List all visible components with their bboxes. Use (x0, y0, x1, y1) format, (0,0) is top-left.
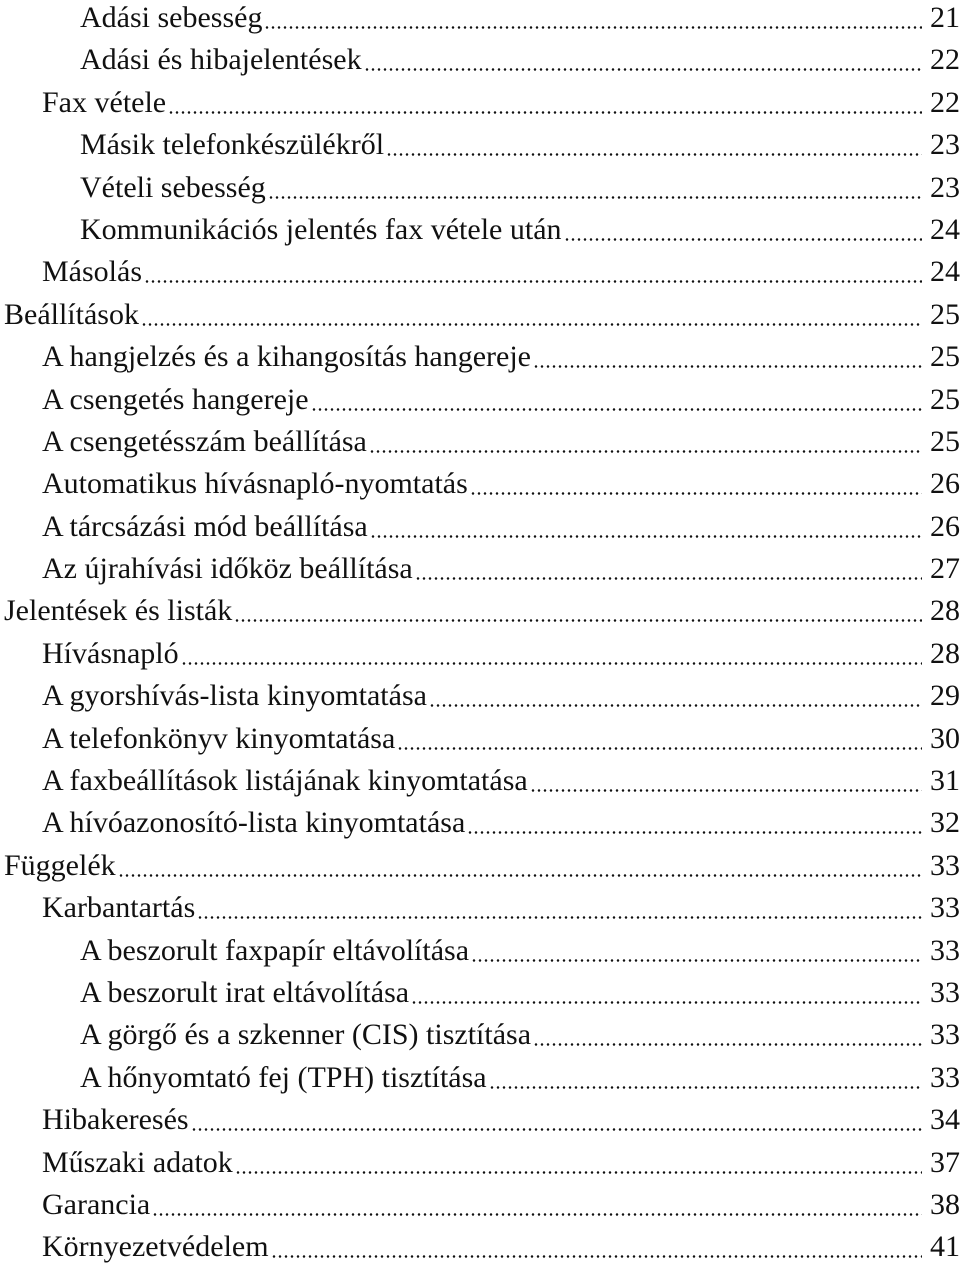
toc-entry-page: 24 (930, 255, 960, 289)
dot-leader (264, 26, 922, 29)
toc-entry-page: 33 (930, 933, 960, 967)
toc-entry-title: Adási sebesség (80, 1, 263, 34)
toc-entry-title: A csengetés hangereje (42, 382, 309, 416)
toc-entry-title: Beállítások (4, 297, 139, 331)
toc-entry-title: Hívásnapló (42, 636, 179, 670)
toc-entry-title: A hőnyomtató fej (TPH) tisztítása (80, 1060, 487, 1094)
toc-entry-beszorult-faxpapir[interactable] (0, 933, 960, 975)
toc-entry-telefonkonyv[interactable] (0, 721, 960, 763)
toc-entry-page: 24 (930, 212, 960, 246)
toc-entry-title: Másik telefonkészülékről (80, 128, 385, 162)
dot-leader (369, 450, 922, 453)
toc-entry-page: 33 (930, 1018, 960, 1052)
toc-entry-title: A csengetésszám beállítása (42, 424, 367, 458)
toc-entry-csengetesszam-beallitasa[interactable] (0, 424, 960, 466)
dot-leader (364, 68, 922, 71)
toc-entry-garancia[interactable] (0, 1187, 960, 1229)
dot-leader (530, 789, 922, 792)
toc-entry-page: 30 (930, 721, 960, 755)
toc-entry-title: Fax vétele (42, 85, 167, 119)
toc-entry-tarcsazasi-mod[interactable] (0, 509, 960, 551)
dot-leader (311, 408, 922, 411)
toc-entry-adasi-sebesseg[interactable] (0, 0, 960, 42)
dot-leader (181, 662, 922, 665)
dot-leader (533, 1043, 922, 1046)
toc-entry-kommunikacios-jelentes[interactable] (0, 212, 960, 254)
toc-entry-page: 21 (930, 1, 960, 34)
toc-entry-title: A görgő és a szkenner (CIS) tisztítása (80, 1018, 532, 1052)
toc-entry-faxbeallitasok-listaja[interactable] (0, 763, 960, 805)
toc-entry-page: 33 (930, 891, 960, 925)
toc-entry-gyorshivas-lista[interactable] (0, 678, 960, 720)
toc-entry-title: Adási és hibajelentések (80, 43, 362, 77)
toc-entry-title: A beszorult irat eltávolítása (80, 975, 410, 1009)
toc-entry-page: 38 (930, 1187, 960, 1221)
toc-entry-title: Függelék (4, 848, 116, 882)
toc-entry-title: A tárcsázási mód beállítása (42, 509, 368, 543)
toc-entry-fax-vetele[interactable] (0, 85, 960, 127)
toc-entry-title: Műszaki adatok (42, 1145, 233, 1179)
toc-entry-title: A hangjelzés és a kihangosítás hangereje (42, 340, 531, 374)
toc-entry-page: 25 (930, 340, 960, 374)
toc-entry-fuggelek[interactable] (0, 848, 960, 890)
dot-leader (168, 111, 922, 114)
toc-entry-page: 31 (930, 764, 960, 798)
toc-entry-beallitasok[interactable] (0, 297, 960, 339)
dot-leader (489, 1086, 922, 1089)
toc-entry-page: 22 (930, 85, 960, 119)
toc-entry-adasi-es-hibajelentesek[interactable] (0, 42, 960, 84)
dot-leader (411, 1001, 922, 1004)
toc-entry-hivoazonosito-lista[interactable] (0, 805, 960, 847)
toc-entry-page: 25 (930, 297, 960, 331)
toc-entry-karbantartas[interactable] (0, 890, 960, 932)
dot-leader (397, 747, 922, 750)
toc-entry-beszorult-irat[interactable] (0, 975, 960, 1017)
toc-entry-page: 26 (930, 509, 960, 543)
toc-entry-kornyezetvedelem[interactable] (0, 1229, 960, 1271)
toc-entry-page: 23 (930, 170, 960, 204)
toc-entry-gorgo-szkenner[interactable] (0, 1017, 960, 1059)
dot-leader (471, 959, 922, 962)
toc-entry-page: 33 (930, 848, 960, 882)
toc-entry-page: 34 (930, 1103, 960, 1137)
toc-entry-title: Környezetvédelem (42, 1230, 269, 1264)
toc-entry-hivasnaplo[interactable] (0, 636, 960, 678)
dot-leader (386, 153, 922, 156)
toc-entry-page: 25 (930, 382, 960, 416)
dot-leader (415, 577, 922, 580)
dot-leader (141, 323, 922, 326)
toc-entry-title: Másolás (42, 255, 142, 289)
toc-entry-page: 33 (930, 1060, 960, 1094)
toc-entry-csengetes-hangereje[interactable] (0, 382, 960, 424)
toc-entry-title: Hibakeresés (42, 1103, 189, 1137)
toc-entry-hangjelzes-hangereje[interactable] (0, 339, 960, 381)
dot-leader (564, 238, 922, 241)
toc-entry-muszaki-adatok[interactable] (0, 1145, 960, 1187)
toc-entry-title: Jelentések és listák (4, 594, 233, 628)
dot-leader (144, 280, 922, 283)
toc-entry-page: 37 (930, 1145, 960, 1179)
toc-entry-title: Automatikus hívásnapló-nyomtatás (42, 467, 468, 501)
dot-leader (191, 1128, 922, 1131)
toc-entry-automatikus-hivasnaplo[interactable] (0, 466, 960, 508)
toc-entry-page: 41 (930, 1230, 960, 1264)
toc-entry-masolas[interactable] (0, 254, 960, 296)
dot-leader (152, 1213, 922, 1216)
toc-entry-honyomtato-fej[interactable] (0, 1060, 960, 1102)
dot-leader (429, 704, 922, 707)
dot-leader (234, 619, 922, 622)
toc-entry-title: A faxbeállítások listájának kinyomtatása (42, 764, 528, 798)
toc-entry-masik-telefonkeszulekrol[interactable] (0, 127, 960, 169)
toc-entry-title: Az újrahívási időköz beállítása (42, 552, 413, 586)
toc-entry-veteli-sebesseg[interactable] (0, 170, 960, 212)
dot-leader (370, 535, 922, 538)
toc-entry-hibakereses[interactable] (0, 1102, 960, 1144)
dot-leader (118, 874, 922, 877)
toc-entry-title: A telefonkönyv kinyomtatása (42, 721, 396, 755)
toc-entry-page: 33 (930, 975, 960, 1009)
toc-entry-title: Karbantartás (42, 891, 196, 925)
toc-entry-page: 22 (930, 43, 960, 77)
dot-leader (467, 831, 922, 834)
toc-entry-title: Vételi sebesség (80, 170, 266, 204)
toc-entry-page: 29 (930, 679, 960, 713)
dot-leader (197, 916, 922, 919)
toc-entry-jelentesek-es-listak[interactable] (0, 593, 960, 635)
dot-leader (268, 196, 922, 199)
toc-entry-title: A hívóazonosító-lista kinyomtatása (42, 806, 466, 840)
toc-entry-page: 32 (930, 806, 960, 840)
toc-entry-title: Kommunikációs jelentés fax vétele után (80, 212, 562, 246)
toc-entry-title: Garancia (42, 1187, 151, 1221)
dot-leader (271, 1255, 922, 1258)
toc-entry-page: 28 (930, 594, 960, 628)
toc-entry-page: 27 (930, 552, 960, 586)
dot-leader (235, 1171, 922, 1174)
toc-entry-ujrahivasi-idokoz[interactable] (0, 551, 960, 593)
toc-entry-page: 23 (930, 128, 960, 162)
toc-entry-title: A gyorshívás-lista kinyomtatása (42, 679, 427, 713)
dot-leader (470, 492, 922, 495)
dot-leader (533, 365, 922, 368)
toc-entry-page: 26 (930, 467, 960, 501)
toc-entry-page: 25 (930, 424, 960, 458)
toc-entry-title: A beszorult faxpapír eltávolítása (80, 933, 470, 967)
toc-entry-page: 28 (930, 636, 960, 670)
